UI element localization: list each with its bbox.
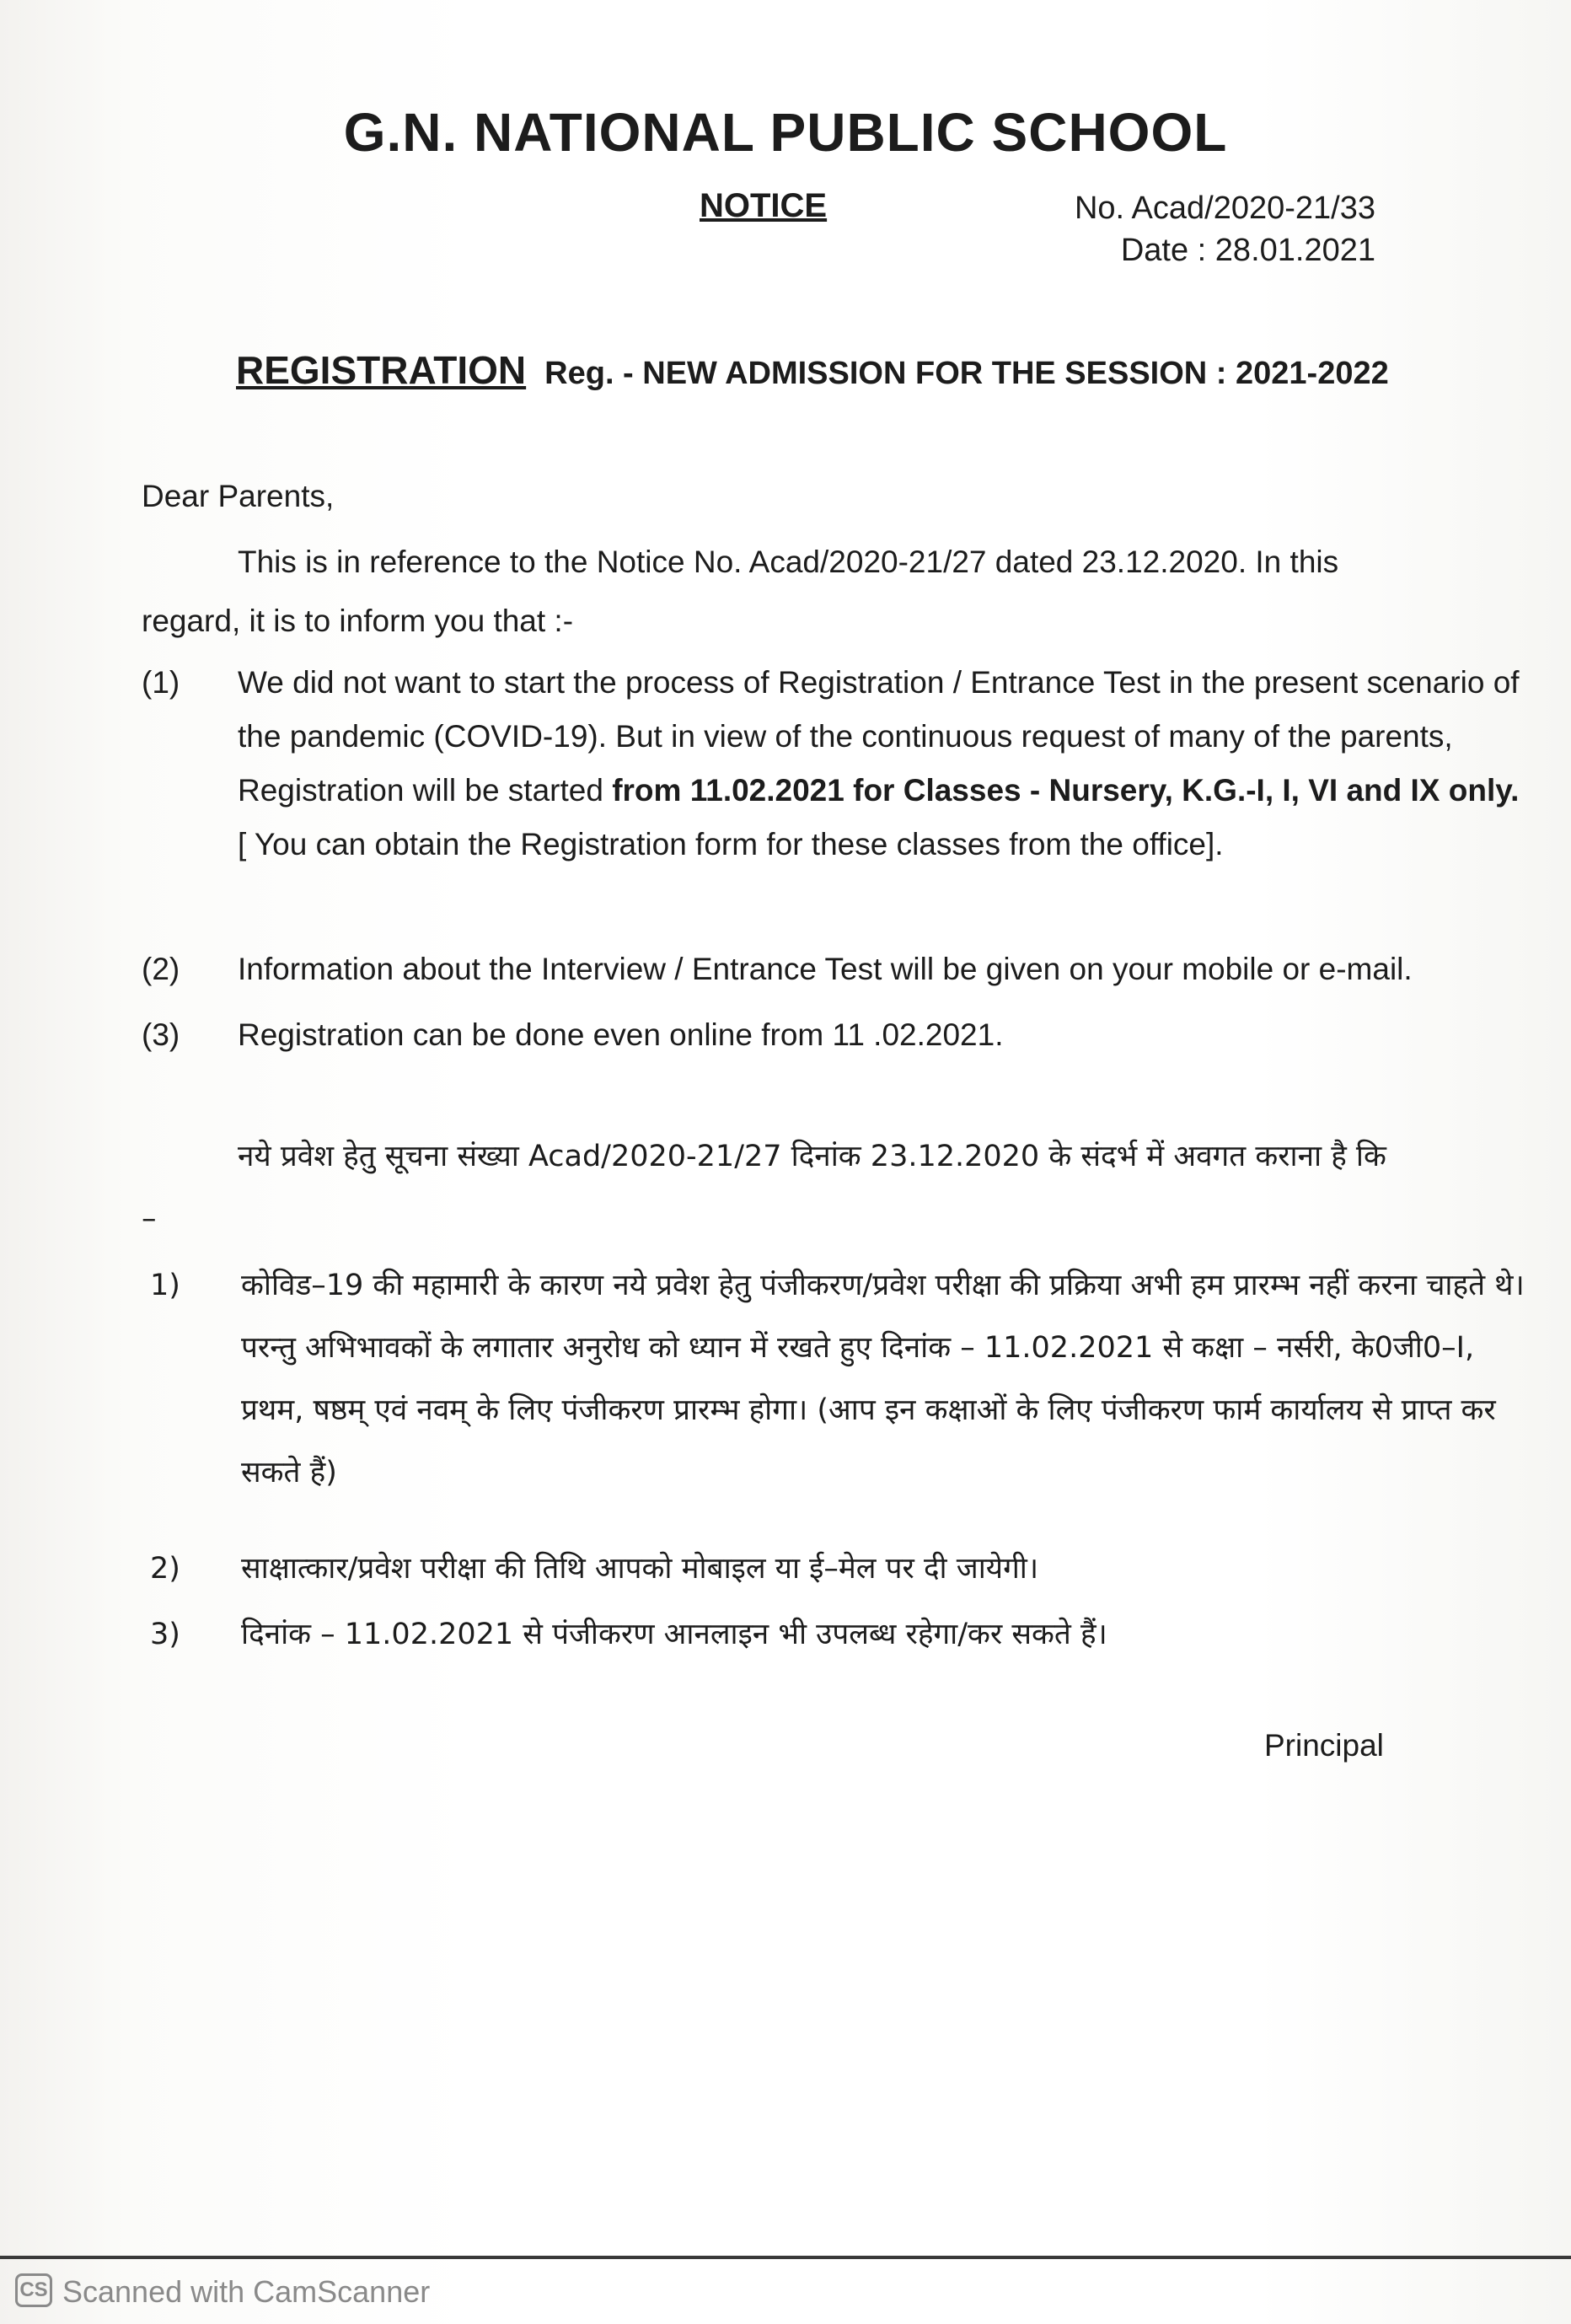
intro-paragraph: This is in reference to the Notice No. Acad/2020-21/27 dated 23.12.2020. In this regard, it is to inform you that :-: [142, 545, 1339, 638]
point-bold-text: from 11.02.2021 for Classes - Nursery, K.G.-I, I, VI and IX only.: [612, 773, 1520, 808]
camscanner-logo-icon: CS: [15, 2273, 52, 2307]
point-number: (1): [142, 665, 180, 700]
notice-date: Date : 28.01.2021: [1120, 233, 1375, 268]
point-number: 1): [150, 1269, 180, 1302]
point-number: 3): [150, 1618, 180, 1651]
subject-text: Reg. - NEW ADMISSION FOR THE SESSION : 2021-2022: [544, 356, 1389, 391]
point-text: कोविड–19 की महामारी के कारण नये प्रवेश हेतु पंजीकरण/प्रवेश परीक्षा की प्रक्रिया अभी हम प्रारम्भ नहीं करना चाहते थे। परन्तु अभिभावकों के लगातार अनुरोध को ध्यान में रखते हुए दिनांक – 11.02.2021 से कक्षा – नर्सरी, के0जी0–I, प्रथम, षष्ठम् एवं नवम् के लिए पंजीकरण प्रारम्भ होगा। (आप इन कक्षाओं के लिए पंजीकरण फार्म कार्यालय से प्राप्त कर सकते हैं): [241, 1269, 1525, 1489]
point-number: (2): [142, 952, 180, 986]
hindi-intro-paragraph: नये प्रवेश हेतु सूचना संख्या Acad/2020-21/27 दिनांक 23.12.2020 के संदर्भ में अवगत कराना है कि –: [142, 1140, 1386, 1236]
school-name: G.N. NATIONAL PUBLIC SCHOOL: [343, 102, 1228, 163]
subject-line: [236, 347, 1389, 393]
salutation: Dear Parents,: [142, 479, 335, 513]
scanner-watermark: Scanned with CamScanner: [62, 2274, 431, 2309]
reference-block: [1075, 187, 1375, 271]
notice-heading: NOTICE: [700, 187, 828, 224]
principal-signature: Principal: [1264, 1728, 1384, 1763]
registration-heading: REGISTRATION: [236, 348, 527, 392]
point-text: साक्षात्कार/प्रवेश परीक्षा की तिथि आपको मोबाइल या ई–मेल पर दी जायेगी।: [241, 1552, 1039, 1586]
page-bottom-edge: [0, 2256, 1571, 2259]
notice-number: No. Acad/2020-21/33: [1074, 191, 1375, 226]
point-number: (3): [142, 1017, 180, 1052]
point-text: दिनांक – 11.02.2021 से पंजीकरण आनलाइन भी उपलब्ध रहेगा/कर सकते हैं।: [241, 1618, 1107, 1651]
point-text: Information about the Interview / Entrance Test will be given on your mobile or e-mail.: [238, 952, 1413, 986]
point-number: 2): [150, 1552, 180, 1586]
point-text: Registration can be done even online from 11 .02.2021.: [238, 1017, 1004, 1052]
point-text: We did not want to start the process of Registration / Entrance Test in the present scenario of the pandemic (COVID-19). But in view of the continuous request of many of the parents, Registration will be started from 11.02.2021 for Classes - Nursery, K.G.-I, I, VI and IX only. [ You can obtain the Registration form for these classes from the office].: [238, 665, 1520, 861]
